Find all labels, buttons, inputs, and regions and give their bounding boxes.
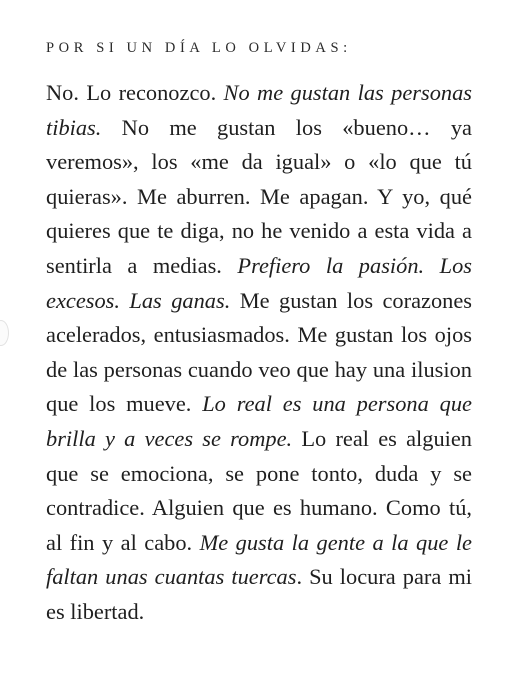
section-heading: POR SI UN DÍA LO OLVIDAS: — [46, 40, 352, 56]
text-segment: No. Lo reconozco. — [46, 80, 224, 105]
italic-segment: Me gusta la gente a la que le faltan unas cuantas tuercas — [46, 529, 472, 590]
italic-segment: Prefiero la pasión. Los excesos. Las ganas. — [46, 252, 472, 313]
page-edge-handle — [0, 320, 9, 346]
italic-segment: No me gustan las personas tibias. — [46, 80, 472, 140]
text-segment: . Su locura para mi es libertad. — [46, 564, 472, 624]
body-paragraph — [46, 76, 472, 630]
text-segment: Lo real es alguien que se emociona, se pone tonto, duda y se contradice. Alguien que es humano. Como tú, al fin y al cabo. — [46, 425, 473, 555]
text-segment: No me gustan los «bueno… ya veremos», los «me da igual» o «lo que tú quieras». Me aburren. Me apagan. Y yo, qué quieres que te diga, no he venido a esta vida a sentirla a medias. — [46, 114, 472, 278]
text-segment: Me gustan los corazones acelerados, entusiasmados. Me gustan los ojos de las personas cuando veo que hay una ilusion que los mueve. — [46, 287, 473, 417]
italic-segment: Lo real es una persona que brilla y a veces se rompe. — [46, 391, 472, 451]
